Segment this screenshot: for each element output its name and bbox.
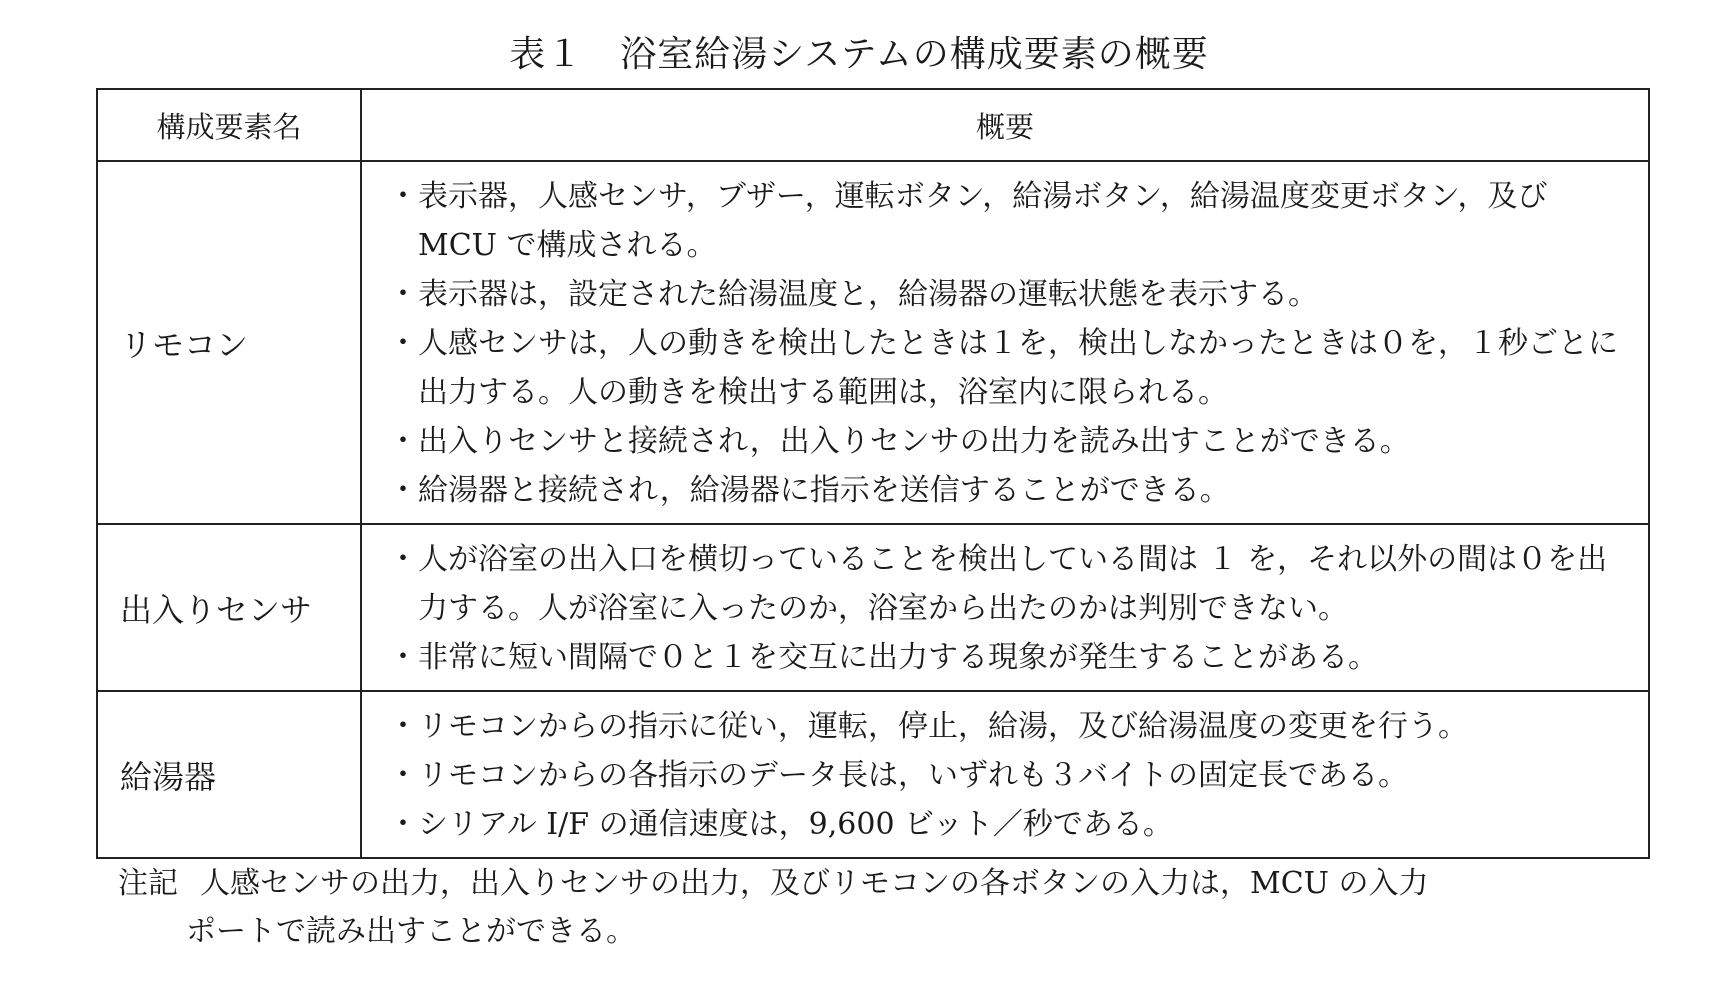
bullet-mark: ・ <box>388 179 418 214</box>
list-item: ・ リモコンからの指示に従い，運転，停止，給湯，及び給湯温度の変更を行う。 <box>388 702 1626 751</box>
bullet-mark: ・ <box>388 807 418 842</box>
note-line-1 <box>118 860 1648 908</box>
header-component-name: 構成要素名 <box>97 89 361 161</box>
component-name-door-sensor: 出入りセンサ <box>97 524 361 691</box>
bullet-mark: ・ <box>388 758 418 793</box>
table-title: 表１ 浴室給湯システムの構成要素の概要 <box>509 34 1209 75</box>
list-item: ・ 非常に短い間隔で０と１を交互に出力する現象が発生することがある。 <box>388 633 1626 682</box>
component-desc-water-heater <box>361 691 1649 858</box>
bullet-mark: ・ <box>388 542 418 577</box>
list-item: ・ 人感センサは，人の動きを検出したときは１を，検出しなかったときは０を，１秒ごとに出力する。人の動きを検出する範囲は，浴室内に限られる。 <box>388 319 1626 417</box>
components-table <box>96 88 1650 859</box>
bullet-mark: ・ <box>388 473 418 508</box>
component-name-remote: リモコン <box>97 161 361 524</box>
component-desc-door-sensor <box>361 524 1649 691</box>
list-item: ・ シリアル I/F の通信速度は，9,600 ビット／秒である。 <box>388 800 1626 849</box>
list-item: ・ 給湯器と接続され，給湯器に指示を送信することができる。 <box>388 466 1626 515</box>
table-row <box>97 524 1649 691</box>
list-item: ・ 表示器は，設定された給湯温度と，給湯器の運転状態を表示する。 <box>388 270 1626 319</box>
bullet-mark: ・ <box>388 424 418 459</box>
table-header-row <box>97 89 1649 161</box>
bullet-mark: ・ <box>388 277 418 312</box>
header-overview: 概要 <box>361 89 1649 161</box>
list-item: ・ 表示器，人感センサ，ブザー，運転ボタン，給湯ボタン，給湯温度変更ボタン，及び MCU で構成される。 <box>388 172 1626 270</box>
component-desc-remote <box>361 161 1649 524</box>
note-text-1: 人感センサの出力，出入りセンサの出力，及びリモコンの各ボタンの入力は，MCU の入力 <box>200 866 1429 901</box>
note-text-2: ポートで読み出すことができる。 <box>186 914 636 949</box>
list-item: ・ リモコンからの各指示のデータ長は，いずれも３バイトの固定長である。 <box>388 751 1626 800</box>
component-name-water-heater: 給湯器 <box>97 691 361 858</box>
list-item: ・ 人が浴室の出入口を横切っていることを検出している間は １ を，それ以外の間は０を出力する。人が浴室に入ったのか，浴室から出たのかは判別できない。 <box>388 535 1626 633</box>
note-label: 注記 <box>118 866 178 901</box>
table-note <box>118 860 1648 956</box>
table-row <box>97 691 1649 858</box>
table-row <box>97 161 1649 524</box>
bullet-mark: ・ <box>388 326 418 361</box>
bullet-mark: ・ <box>388 640 418 675</box>
bullet-mark: ・ <box>388 709 418 744</box>
list-item: ・ 出入りセンサと接続され，出入りセンサの出力を読み出すことができる。 <box>388 417 1626 466</box>
